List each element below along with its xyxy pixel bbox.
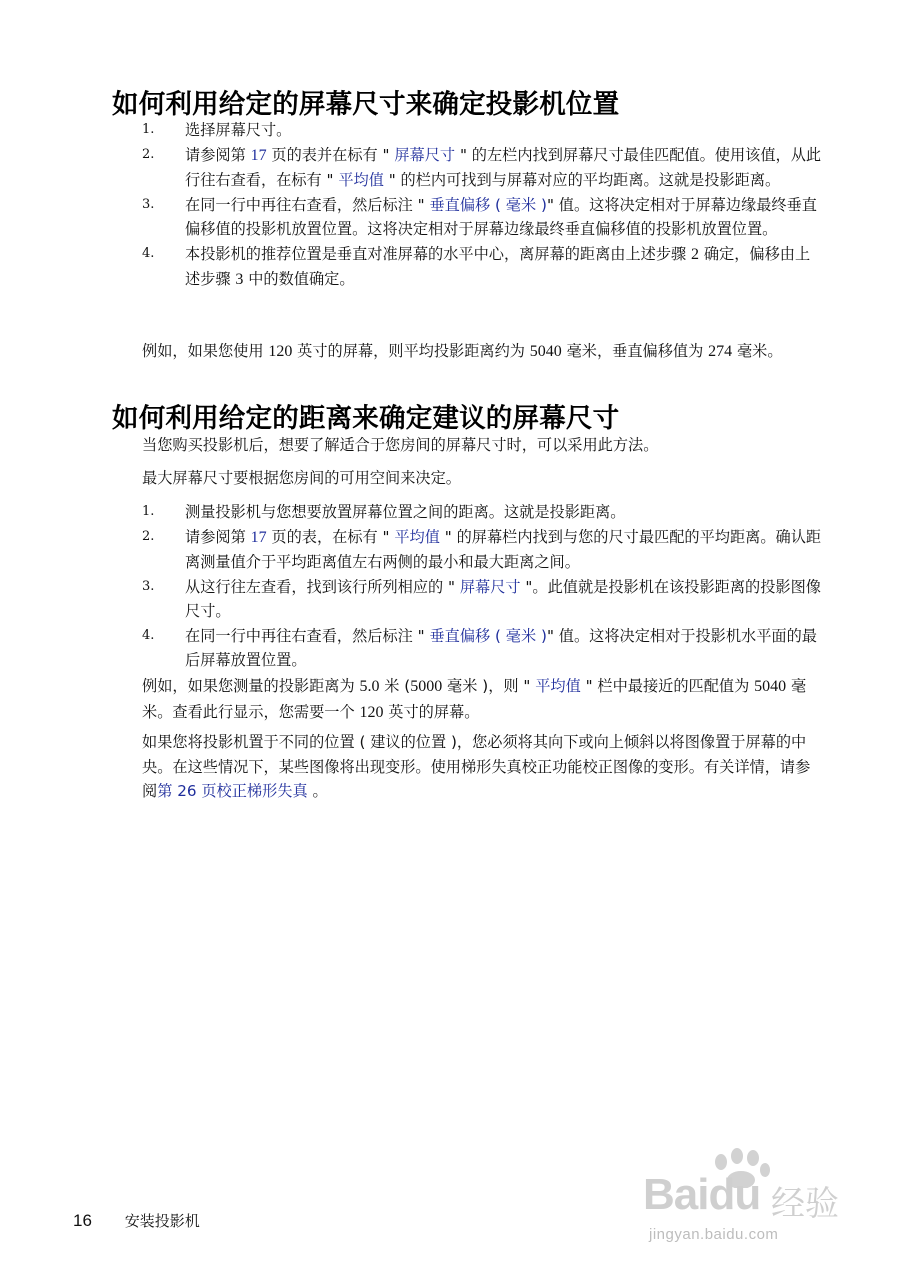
section1-example: [142, 339, 822, 365]
text-run: 3: [235, 271, 244, 288]
text-run: 页的表，在标有 ": [266, 527, 390, 546]
cross-reference-link[interactable]: 垂直偏移 ( 毫米 ): [424, 195, 547, 214]
cross-reference-link[interactable]: 平均值: [333, 171, 389, 189]
list-item: [142, 118, 822, 143]
text-run: 页的表并在标有 ": [266, 145, 390, 164]
text-run: 测量投影机与您想要放置屏幕位置之间的距离。这就是投影距离。: [185, 503, 626, 521]
cross-reference-link[interactable]: 屏幕尺寸: [389, 145, 460, 164]
page-number: 16: [73, 1211, 92, 1230]
text-run: " 值。这将决定相对于投影机水平面的最后屏幕放置位置。: [185, 626, 817, 669]
text-run: 5.0: [359, 678, 380, 695]
text-run: 5040: [754, 678, 787, 695]
list-item: [142, 242, 822, 293]
text-run: 毫米 )，则 ": [442, 677, 531, 695]
text-run: 英寸的屏幕。: [383, 702, 480, 721]
step-number: 4.: [142, 245, 155, 261]
text-run: 5040: [529, 343, 562, 360]
text-run: 中的数值确定。: [243, 270, 355, 288]
step-number: 3.: [142, 196, 155, 212]
footer-section-title: 安装投影机: [124, 1212, 200, 1230]
list-item: [142, 500, 822, 525]
step-number: 1.: [142, 504, 155, 519]
text-run: 在同一行中再往右查看，然后标注 ": [185, 195, 425, 214]
section2-heading: 如何利用给定的距离来确定建议的屏幕尺寸: [112, 403, 620, 434]
text-run: " 的左栏内找到屏幕尺寸最佳匹配值。使用该值，从此行往右查看，在标有 ": [185, 145, 822, 189]
text-run: 274: [708, 343, 733, 360]
section2-steps: [142, 500, 822, 673]
list-item: [142, 575, 822, 624]
text-run: 毫米。查看此行显示，您需要一个: [142, 677, 807, 721]
text-run: 例如，如果您使用: [142, 342, 269, 360]
text-run: 例如，如果您测量的投影距离为: [142, 677, 360, 695]
text-run: 120: [359, 703, 384, 721]
list-item: [142, 193, 822, 242]
section2-note: [142, 730, 822, 804]
section2-example: [142, 674, 822, 725]
section2-intro-2: 最大屏幕尺寸要根据您房间的可用空间来决定。: [142, 469, 461, 487]
list-item: [142, 143, 822, 193]
step-number: 2.: [142, 528, 155, 544]
section1-heading: 如何利用给定的屏幕尺寸来确定投影机位置: [112, 89, 620, 120]
watermark-logo-cn: 经验: [771, 1184, 839, 1224]
step-number: 2.: [142, 146, 155, 162]
text-run: 本投影机的推荐位置是垂直对准屏幕的水平中心，离屏幕的距离由上述步骤: [185, 244, 692, 263]
text-run: " 栏中最接近的匹配值为: [585, 677, 755, 695]
text-run: 。: [307, 782, 328, 800]
watermark-logo: Baidu: [643, 1170, 761, 1219]
step-number: 1.: [142, 122, 155, 137]
step-number: 4.: [142, 627, 155, 643]
cross-reference-link[interactable]: 17: [250, 528, 267, 546]
text-run: 选择屏幕尺寸。: [185, 121, 292, 139]
text-run: 毫米，垂直偏移值为: [561, 342, 709, 360]
step-number: 3.: [142, 578, 155, 594]
cross-reference-link[interactable]: 平均值: [530, 677, 586, 695]
text-run: 120: [268, 343, 293, 360]
text-run: 请参阅第: [185, 145, 251, 164]
text-run: 5000: [410, 678, 443, 695]
section1-steps: [142, 118, 822, 293]
text-run: 请参阅第: [185, 527, 251, 546]
list-item: [142, 624, 822, 673]
text-run: 米 (: [379, 677, 411, 695]
text-run: 2: [691, 245, 700, 263]
section2-intro-1: 当您购买投影机后，想要了解适合于您房间的屏幕尺寸时，可以采用此方法。: [142, 436, 659, 454]
text-run: 从这行往左查看，找到该行所列相应的 ": [185, 577, 456, 596]
cross-reference-link[interactable]: 屏幕尺寸: [455, 577, 526, 596]
text-run: " 值。这将决定相对于屏幕边缘最终垂直偏移值的投影机放置位置。这将决定相对于屏幕边缘最终垂直偏移值的投影机放置位置。: [185, 195, 817, 238]
cross-reference-link[interactable]: 第 26 页校正梯形失真: [157, 782, 308, 800]
page-footer: [73, 1210, 200, 1231]
cross-reference-link[interactable]: 平均值: [389, 527, 445, 546]
text-run: 如果您将投影机置于不同的位置 ( 建议的位置 )，您必须将其向下或向上倾斜以将图像置于屏幕的中央。在这些情况下，某些图像将出现变形。使用梯形失真校正功能校正图像的变形。有关详情，请参阅: [142, 733, 811, 800]
baidu-watermark: [643, 1148, 853, 1248]
text-run: 毫米。: [732, 342, 783, 360]
text-run: 确定，偏移由上述步骤: [185, 244, 811, 288]
text-run: " 的屏幕栏内找到与您的尺寸最匹配的平均距离。确认距离测量值介于平均距离值左右两侧的最小和最大距离之间。: [185, 527, 822, 571]
list-item: [142, 525, 822, 575]
text-run: 英寸的屏幕，则平均投影距离约为: [292, 342, 530, 360]
text-run: 在同一行中再往右查看，然后标注 ": [185, 626, 425, 645]
watermark-url: jingyan.baidu.com: [649, 1226, 779, 1243]
cross-reference-link[interactable]: 垂直偏移 ( 毫米 ): [424, 626, 547, 645]
text-run: "。此值就是投影机在该投影距离的投影图像尺寸。: [185, 577, 821, 620]
cross-reference-link[interactable]: 17: [250, 146, 267, 164]
text-run: " 的栏内可找到与屏幕对应的平均距离。这就是投影距离。: [388, 171, 781, 189]
